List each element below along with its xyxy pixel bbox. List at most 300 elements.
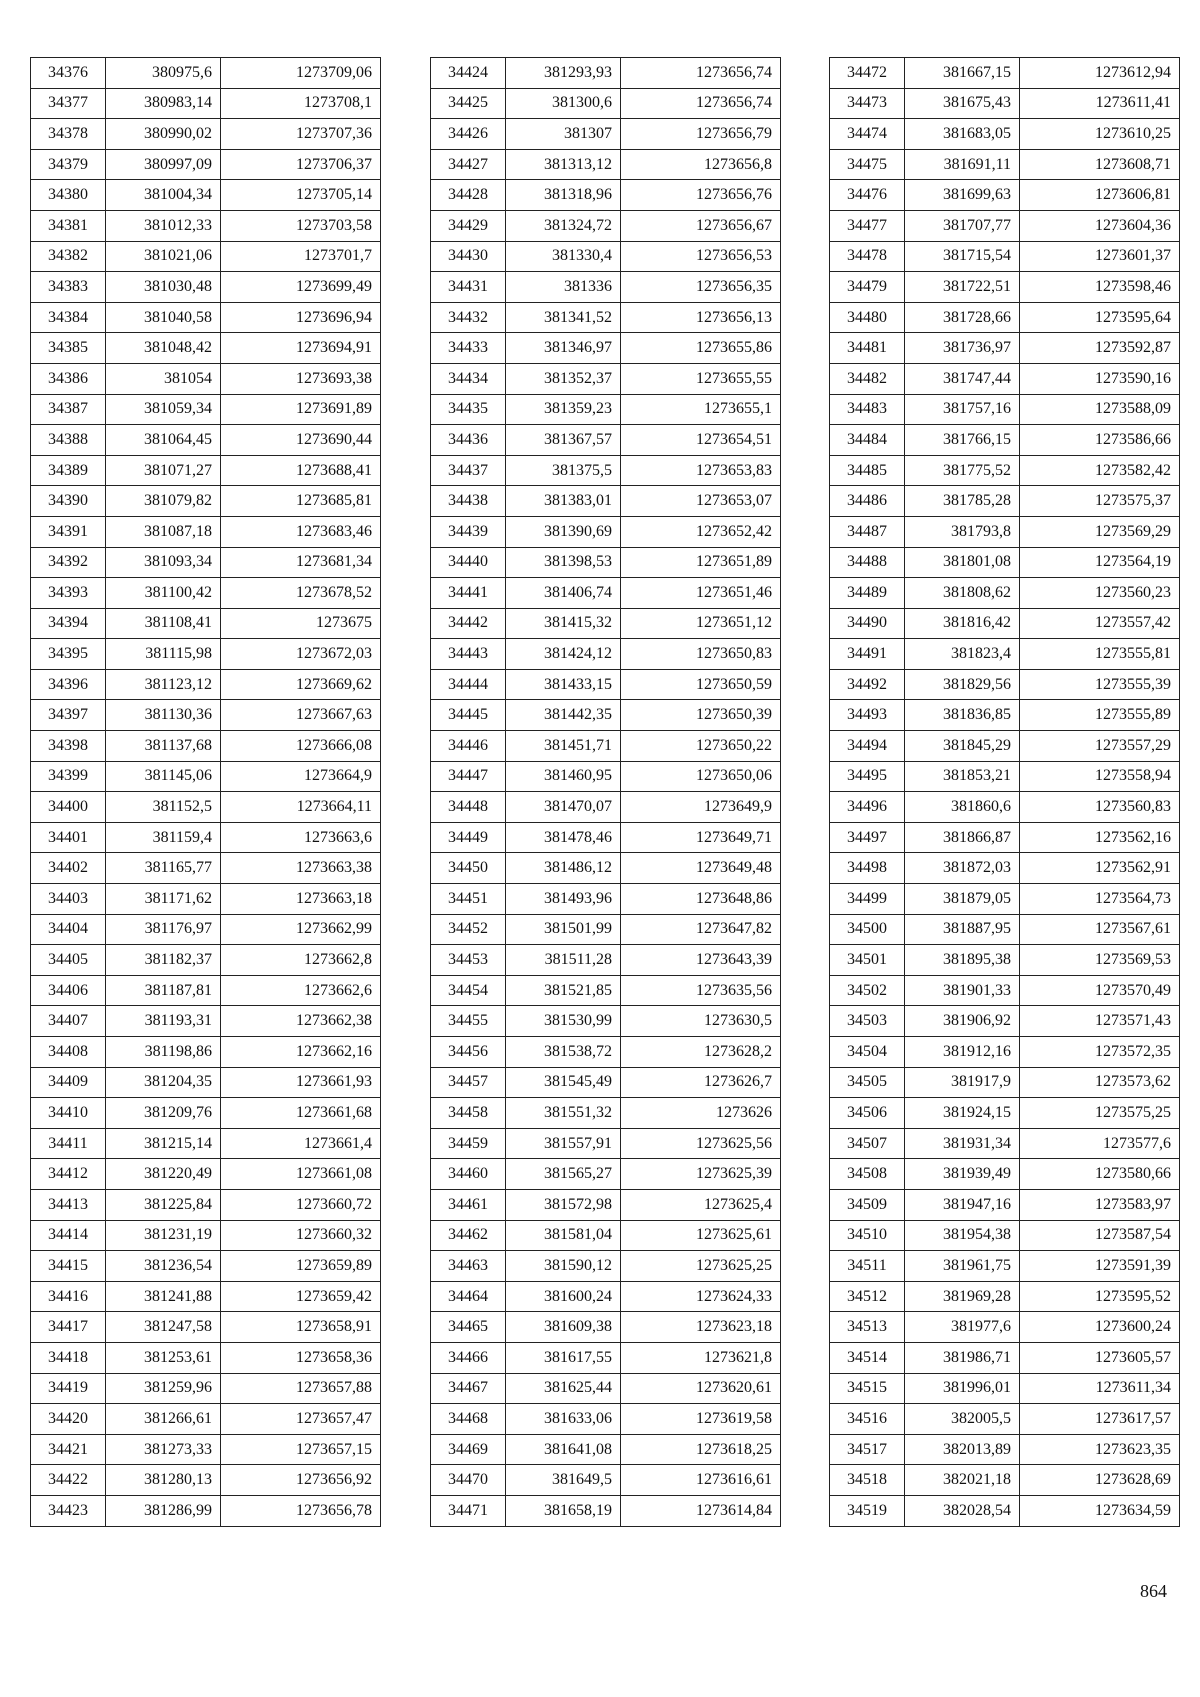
point-number-cell: 34450 [431,853,506,884]
table-row [830,1220,1180,1251]
y-coordinate-cell: 1273656,78 [221,1495,381,1526]
point-number-cell: 34474 [830,119,905,150]
y-coordinate-cell: 1273624,33 [621,1281,781,1312]
table-row [431,363,781,394]
x-coordinate-cell: 381691,11 [905,149,1020,180]
point-number-cell: 34506 [830,1098,905,1129]
y-coordinate-cell: 1273604,36 [1020,210,1180,241]
x-coordinate-cell: 381433,15 [506,669,621,700]
x-coordinate-cell: 381511,28 [506,945,621,976]
point-number-cell: 34434 [431,363,506,394]
x-coordinate-cell: 381617,55 [506,1342,621,1373]
x-coordinate-cell: 381336 [506,272,621,303]
y-coordinate-cell: 1273600,24 [1020,1312,1180,1343]
table-row [31,547,381,578]
x-coordinate-cell: 381087,18 [106,516,221,547]
table-row [31,1312,381,1343]
y-coordinate-cell: 1273612,94 [1020,58,1180,89]
x-coordinate-cell: 381470,07 [506,792,621,823]
point-number-cell: 34472 [830,58,905,89]
table-row [431,1037,781,1068]
y-coordinate-cell: 1273683,46 [221,516,381,547]
y-coordinate-cell: 1273618,25 [621,1434,781,1465]
x-coordinate-cell: 381521,85 [506,975,621,1006]
table-row [431,975,781,1006]
point-number-cell: 34459 [431,1128,506,1159]
x-coordinate-cell: 381728,66 [905,302,1020,333]
point-number-cell: 34467 [431,1373,506,1404]
point-number-cell: 34444 [431,669,506,700]
y-coordinate-cell: 1273690,44 [221,425,381,456]
y-coordinate-cell: 1273693,38 [221,363,381,394]
y-coordinate-cell: 1273586,66 [1020,425,1180,456]
point-number-cell: 34509 [830,1189,905,1220]
y-coordinate-cell: 1273573,62 [1020,1067,1180,1098]
point-number-cell: 34481 [830,333,905,364]
table-row [431,1434,781,1465]
x-coordinate-cell: 381318,96 [506,180,621,211]
x-coordinate-cell: 381879,05 [905,884,1020,915]
x-coordinate-cell: 381722,51 [905,272,1020,303]
x-coordinate-cell: 381675,43 [905,88,1020,119]
x-coordinate-cell: 381801,08 [905,547,1020,578]
table-row [431,945,781,976]
table-row [431,1006,781,1037]
table-row [830,1037,1180,1068]
table-row [830,486,1180,517]
table-row [431,1189,781,1220]
table-row [830,58,1180,89]
y-coordinate-cell: 1273626,7 [621,1067,781,1098]
table-row [830,241,1180,272]
x-coordinate-cell: 381193,31 [106,1006,221,1037]
x-coordinate-cell: 381352,37 [506,363,621,394]
table-row [830,210,1180,241]
point-number-cell: 34389 [31,455,106,486]
y-coordinate-cell: 1273658,91 [221,1312,381,1343]
point-number-cell: 34458 [431,1098,506,1129]
y-coordinate-cell: 1273572,35 [1020,1037,1180,1068]
y-coordinate-cell: 1273662,8 [221,945,381,976]
point-number-cell: 34451 [431,884,506,915]
point-number-cell: 34391 [31,516,106,547]
y-coordinate-cell: 1273652,42 [621,516,781,547]
point-number-cell: 34500 [830,914,905,945]
point-number-cell: 34454 [431,975,506,1006]
x-coordinate-cell: 381747,44 [905,363,1020,394]
point-number-cell: 34446 [431,731,506,762]
y-coordinate-cell: 1273664,9 [221,761,381,792]
y-coordinate-cell: 1273688,41 [221,455,381,486]
y-coordinate-cell: 1273667,63 [221,700,381,731]
table-row [431,578,781,609]
point-number-cell: 34378 [31,119,106,150]
x-coordinate-cell: 381231,19 [106,1220,221,1251]
table-row [31,210,381,241]
x-coordinate-cell: 381538,72 [506,1037,621,1068]
point-number-cell: 34428 [431,180,506,211]
x-coordinate-cell: 381683,05 [905,119,1020,150]
point-number-cell: 34403 [31,884,106,915]
y-coordinate-cell: 1273655,1 [621,394,781,425]
table-row [830,1159,1180,1190]
y-coordinate-cell: 1273707,36 [221,119,381,150]
point-number-cell: 34420 [31,1404,106,1435]
y-coordinate-cell: 1273650,39 [621,700,781,731]
x-coordinate-cell: 381398,53 [506,547,621,578]
x-coordinate-cell: 381004,34 [106,180,221,211]
y-coordinate-cell: 1273657,47 [221,1404,381,1435]
x-coordinate-cell: 381845,29 [905,731,1020,762]
y-coordinate-cell: 1273628,2 [621,1037,781,1068]
y-coordinate-cell: 1273588,09 [1020,394,1180,425]
table-row [431,425,781,456]
point-number-cell: 34513 [830,1312,905,1343]
table-row [431,1281,781,1312]
x-coordinate-cell: 381451,71 [506,731,621,762]
x-coordinate-cell: 381176,97 [106,914,221,945]
y-coordinate-cell: 1273701,7 [221,241,381,272]
x-coordinate-cell: 381165,77 [106,853,221,884]
x-coordinate-cell: 381137,68 [106,731,221,762]
x-coordinate-cell: 381204,35 [106,1067,221,1098]
x-coordinate-cell: 381313,12 [506,149,621,180]
table-row [431,853,781,884]
y-coordinate-cell: 1273590,16 [1020,363,1180,394]
table-row [431,1404,781,1435]
table-row [431,1220,781,1251]
x-coordinate-cell: 381220,49 [106,1159,221,1190]
point-number-cell: 34518 [830,1465,905,1496]
table-row [830,180,1180,211]
table-row [431,149,781,180]
table-row [31,1404,381,1435]
point-number-cell: 34442 [431,608,506,639]
table-row [830,88,1180,119]
y-coordinate-cell: 1273628,69 [1020,1465,1180,1496]
x-coordinate-cell: 381545,49 [506,1067,621,1098]
x-coordinate-cell: 381557,91 [506,1128,621,1159]
y-coordinate-cell: 1273620,61 [621,1373,781,1404]
y-coordinate-cell: 1273662,38 [221,1006,381,1037]
x-coordinate-cell: 381442,35 [506,700,621,731]
x-coordinate-cell: 381969,28 [905,1281,1020,1312]
y-coordinate-cell: 1273709,06 [221,58,381,89]
x-coordinate-cell: 381551,32 [506,1098,621,1129]
coordinates-table-body [31,58,381,1527]
point-number-cell: 34492 [830,669,905,700]
x-coordinate-cell: 381071,27 [106,455,221,486]
x-coordinate-cell: 381736,97 [905,333,1020,364]
table-row [431,547,781,578]
y-coordinate-cell: 1273649,71 [621,822,781,853]
y-coordinate-cell: 1273681,34 [221,547,381,578]
x-coordinate-cell: 381300,6 [506,88,621,119]
y-coordinate-cell: 1273557,42 [1020,608,1180,639]
y-coordinate-cell: 1273656,35 [621,272,781,303]
x-coordinate-cell: 381330,4 [506,241,621,272]
x-coordinate-cell: 380975,6 [106,58,221,89]
point-number-cell: 34384 [31,302,106,333]
point-number-cell: 34514 [830,1342,905,1373]
point-number-cell: 34426 [431,119,506,150]
x-coordinate-cell: 381054 [106,363,221,394]
y-coordinate-cell: 1273672,03 [221,639,381,670]
y-coordinate-cell: 1273614,84 [621,1495,781,1526]
table-row [31,731,381,762]
point-number-cell: 34396 [31,669,106,700]
table-row [431,1251,781,1282]
x-coordinate-cell: 381977,6 [905,1312,1020,1343]
y-coordinate-cell: 1273635,56 [621,975,781,1006]
point-number-cell: 34477 [830,210,905,241]
table-row [31,363,381,394]
x-coordinate-cell: 381030,48 [106,272,221,303]
y-coordinate-cell: 1273575,37 [1020,486,1180,517]
x-coordinate-cell: 381872,03 [905,853,1020,884]
y-coordinate-cell: 1273625,25 [621,1251,781,1282]
x-coordinate-cell: 381816,42 [905,608,1020,639]
point-number-cell: 34452 [431,914,506,945]
point-number-cell: 34430 [431,241,506,272]
point-number-cell: 34414 [31,1220,106,1251]
table-row [31,761,381,792]
point-number-cell: 34499 [830,884,905,915]
table-row [31,578,381,609]
y-coordinate-cell: 1273625,61 [621,1220,781,1251]
point-number-cell: 34468 [431,1404,506,1435]
y-coordinate-cell: 1273705,14 [221,180,381,211]
table-row [830,945,1180,976]
point-number-cell: 34498 [830,853,905,884]
x-coordinate-cell: 382013,89 [905,1434,1020,1465]
point-number-cell: 34382 [31,241,106,272]
y-coordinate-cell: 1273623,35 [1020,1434,1180,1465]
x-coordinate-cell: 382028,54 [905,1495,1020,1526]
table-row [431,516,781,547]
x-coordinate-cell: 381633,06 [506,1404,621,1435]
table-row [830,731,1180,762]
x-coordinate-cell: 381247,58 [106,1312,221,1343]
table-row [431,302,781,333]
x-coordinate-cell: 381641,08 [506,1434,621,1465]
table-row [830,302,1180,333]
point-number-cell: 34437 [431,455,506,486]
table-row [431,119,781,150]
y-coordinate-cell: 1273656,74 [621,58,781,89]
point-number-cell: 34503 [830,1006,905,1037]
point-number-cell: 34422 [31,1465,106,1496]
y-coordinate-cell: 1273651,46 [621,578,781,609]
y-coordinate-cell: 1273685,81 [221,486,381,517]
y-coordinate-cell: 1273571,43 [1020,1006,1180,1037]
x-coordinate-cell: 381286,99 [106,1495,221,1526]
point-number-cell: 34469 [431,1434,506,1465]
table-row [31,853,381,884]
table-row [830,1189,1180,1220]
y-coordinate-cell: 1273555,81 [1020,639,1180,670]
table-row [31,425,381,456]
x-coordinate-cell: 381236,54 [106,1251,221,1282]
table-row [431,88,781,119]
point-number-cell: 34488 [830,547,905,578]
table-row [830,119,1180,150]
y-coordinate-cell: 1273577,6 [1020,1128,1180,1159]
table-row [31,1281,381,1312]
x-coordinate-cell: 381600,24 [506,1281,621,1312]
table-row [431,792,781,823]
x-coordinate-cell: 381478,46 [506,822,621,853]
point-number-cell: 34388 [31,425,106,456]
table-row [830,1342,1180,1373]
table-row [830,1404,1180,1435]
y-coordinate-cell: 1273656,74 [621,88,781,119]
table-row [31,1373,381,1404]
x-coordinate-cell: 381093,34 [106,547,221,578]
point-number-cell: 34443 [431,639,506,670]
table-row [31,1128,381,1159]
x-coordinate-cell: 381924,15 [905,1098,1020,1129]
x-coordinate-cell: 381171,62 [106,884,221,915]
x-coordinate-cell: 381424,12 [506,639,621,670]
y-coordinate-cell: 1273661,68 [221,1098,381,1129]
point-number-cell: 34489 [830,578,905,609]
page-number: 864 [1140,1581,1167,1601]
table-row [431,1495,781,1526]
y-coordinate-cell: 1273659,42 [221,1281,381,1312]
table-row [31,88,381,119]
table-row [31,394,381,425]
x-coordinate-cell: 381939,49 [905,1159,1020,1190]
point-number-cell: 34433 [431,333,506,364]
x-coordinate-cell: 381406,74 [506,578,621,609]
y-coordinate-cell: 1273656,76 [621,180,781,211]
coordinates-table-2 [430,57,781,1527]
table-row [431,394,781,425]
table-row [830,975,1180,1006]
table-row [31,1251,381,1282]
point-number-cell: 34471 [431,1495,506,1526]
y-coordinate-cell: 1273675 [221,608,381,639]
x-coordinate-cell: 381145,06 [106,761,221,792]
point-number-cell: 34424 [431,58,506,89]
y-coordinate-cell: 1273560,83 [1020,792,1180,823]
table-row [431,333,781,364]
x-coordinate-cell: 381906,92 [905,1006,1020,1037]
y-coordinate-cell: 1273703,58 [221,210,381,241]
table-row [431,639,781,670]
x-coordinate-cell: 381793,8 [905,516,1020,547]
x-coordinate-cell: 381658,19 [506,1495,621,1526]
table-row [431,455,781,486]
y-coordinate-cell: 1273591,39 [1020,1251,1180,1282]
x-coordinate-cell: 381280,13 [106,1465,221,1496]
y-coordinate-cell: 1273669,62 [221,669,381,700]
x-coordinate-cell: 381757,16 [905,394,1020,425]
point-number-cell: 34383 [31,272,106,303]
point-number-cell: 34519 [830,1495,905,1526]
coordinates-table-body [830,58,1180,1527]
table-row [431,914,781,945]
table-row [830,1281,1180,1312]
table-row [830,700,1180,731]
y-coordinate-cell: 1273650,59 [621,669,781,700]
x-coordinate-cell: 381215,14 [106,1128,221,1159]
y-coordinate-cell: 1273656,67 [621,210,781,241]
y-coordinate-cell: 1273657,15 [221,1434,381,1465]
point-number-cell: 34416 [31,1281,106,1312]
table-row [431,241,781,272]
y-coordinate-cell: 1273569,29 [1020,516,1180,547]
y-coordinate-cell: 1273643,39 [621,945,781,976]
point-number-cell: 34411 [31,1128,106,1159]
table-row [31,700,381,731]
point-number-cell: 34483 [830,394,905,425]
point-number-cell: 34425 [431,88,506,119]
point-number-cell: 34408 [31,1037,106,1068]
x-coordinate-cell: 381785,28 [905,486,1020,517]
x-coordinate-cell: 381808,62 [905,578,1020,609]
x-coordinate-cell: 381860,6 [905,792,1020,823]
table-row [830,547,1180,578]
table-row [31,884,381,915]
y-coordinate-cell: 1273650,22 [621,731,781,762]
table-row [431,731,781,762]
point-number-cell: 34496 [830,792,905,823]
x-coordinate-cell: 381836,85 [905,700,1020,731]
coordinates-table-1 [30,57,381,1527]
point-number-cell: 34441 [431,578,506,609]
table-row [830,884,1180,915]
y-coordinate-cell: 1273595,52 [1020,1281,1180,1312]
y-coordinate-cell: 1273619,58 [621,1404,781,1435]
x-coordinate-cell: 381293,93 [506,58,621,89]
y-coordinate-cell: 1273610,25 [1020,119,1180,150]
point-number-cell: 34377 [31,88,106,119]
point-number-cell: 34490 [830,608,905,639]
table-row [830,1067,1180,1098]
point-number-cell: 34402 [31,853,106,884]
x-coordinate-cell: 380997,09 [106,149,221,180]
y-coordinate-cell: 1273625,39 [621,1159,781,1190]
coordinates-table-3 [829,57,1180,1527]
table-row [830,608,1180,639]
point-number-cell: 34517 [830,1434,905,1465]
table-row [31,914,381,945]
x-coordinate-cell: 381021,06 [106,241,221,272]
point-number-cell: 34400 [31,792,106,823]
y-coordinate-cell: 1273592,87 [1020,333,1180,364]
y-coordinate-cell: 1273678,52 [221,578,381,609]
point-number-cell: 34462 [431,1220,506,1251]
y-coordinate-cell: 1273661,4 [221,1128,381,1159]
table-row [31,822,381,853]
point-number-cell: 34380 [31,180,106,211]
table-row [31,1495,381,1526]
x-coordinate-cell: 381895,38 [905,945,1020,976]
point-number-cell: 34418 [31,1342,106,1373]
table-row [431,1465,781,1496]
point-number-cell: 34456 [431,1037,506,1068]
point-number-cell: 34435 [431,394,506,425]
x-coordinate-cell: 380983,14 [106,88,221,119]
table-row [431,761,781,792]
table-row [830,1373,1180,1404]
table-row [830,761,1180,792]
point-number-cell: 34401 [31,822,106,853]
table-row [31,1465,381,1496]
point-number-cell: 34505 [830,1067,905,1098]
